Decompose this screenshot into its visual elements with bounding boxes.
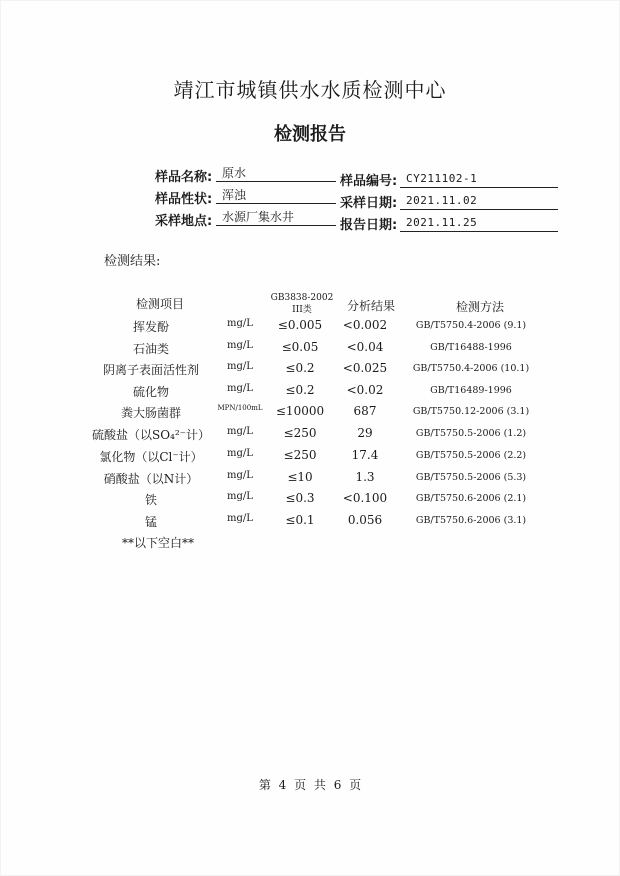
blank-note: **以下空白** [122, 536, 195, 550]
row-result: 687 [353, 404, 377, 418]
row-item-name: 铁 [144, 493, 157, 507]
results-label: 检测结果: [104, 254, 161, 269]
row-item-name: 硫酸盐（以SO₄²⁻计） [91, 428, 210, 442]
column-header-result: 分析结果 [346, 299, 395, 313]
row-item-name: 挥发酚 [132, 320, 169, 334]
row-method: GB/T5750.6-2006 (2.1) [415, 493, 527, 504]
row-unit: mg/L [227, 513, 253, 524]
sample-code-value: CY211102-1 [400, 172, 558, 188]
sampling-location-label: 采样地点: [155, 214, 213, 229]
row-item-name: 阴离子表面活性剂 [102, 363, 199, 377]
row-unit: mg/L [227, 426, 253, 437]
row-item-name: 锰 [144, 515, 157, 529]
sample-name-value: 原水 [216, 166, 336, 182]
row-method: GB/T5750.4-2006 (10.1) [412, 363, 530, 374]
report-date-label: 报告日期: [340, 218, 398, 233]
sampling-date-value: 2021.11.02 [400, 194, 558, 210]
row-method: GB/T16488-1996 [430, 342, 512, 353]
row-standard-limit: ≤0.2 [285, 361, 315, 375]
sample-property-label: 样品性状: [155, 192, 213, 207]
column-header-item: 检测项目 [135, 297, 184, 311]
row-item-name: 硝酸盐（以N计） [103, 472, 199, 486]
row-result: 1.3 [355, 470, 375, 484]
row-unit: mg/L [227, 340, 253, 351]
column-header-method: 检测方法 [455, 300, 504, 314]
row-standard-limit: ≤0.05 [281, 340, 319, 354]
row-standard-limit: ≤0.005 [277, 318, 323, 332]
row-result: <0.100 [342, 491, 388, 505]
report-date-value: 2021.11.25 [400, 216, 558, 232]
row-standard-limit: ≤10 [287, 470, 313, 484]
row-unit: mg/L [227, 361, 253, 372]
row-standard-limit: ≤250 [283, 426, 317, 440]
row-result: <0.025 [342, 361, 388, 375]
row-method: GB/T5750.6-2006 (3.1) [415, 515, 527, 526]
row-method: GB/T5750.5-2006 (5.3) [415, 472, 527, 483]
row-unit: mg/L [227, 470, 253, 481]
column-header-standard-line1: GB3838-2002 [270, 293, 334, 303]
row-standard-limit: ≤0.1 [285, 513, 315, 527]
row-method: GB/T16489-1996 [430, 385, 512, 396]
row-standard-limit: ≤250 [283, 448, 317, 462]
row-item-name: 硫化物 [132, 385, 169, 399]
row-result: 29 [357, 426, 373, 440]
row-method: GB/T5750.5-2006 (1.2) [415, 428, 527, 439]
sample-name-label: 样品名称: [155, 170, 213, 185]
sample-code-label: 样品编号: [340, 174, 398, 189]
sampling-date-label: 采样日期: [340, 196, 398, 211]
page-footer: 第 4 页 共 6 页 [258, 778, 362, 792]
row-method: GB/T5750.4-2006 (9.1) [415, 320, 527, 331]
column-header-standard-line2: III类 [292, 305, 312, 315]
report-title: 检测报告 [274, 124, 346, 145]
row-unit: mg/L [227, 318, 253, 329]
row-result: <0.02 [346, 383, 384, 397]
row-result: <0.002 [342, 318, 388, 332]
organization-title: 靖江市城镇供水水质检测中心 [173, 78, 447, 102]
row-result: 0.056 [347, 513, 383, 527]
row-standard-limit: ≤0.3 [285, 491, 315, 505]
row-unit: mg/L [227, 448, 253, 459]
sample-property-value: 浑浊 [216, 188, 336, 204]
row-unit: MPN/100mL [217, 404, 263, 412]
row-standard-limit: ≤0.2 [285, 383, 315, 397]
row-item-name: 粪大肠菌群 [120, 406, 181, 420]
row-unit: mg/L [227, 491, 253, 502]
sampling-location-value: 水源厂集水井 [216, 210, 336, 226]
row-result: 17.4 [351, 448, 379, 462]
row-result: <0.04 [346, 340, 384, 354]
row-unit: mg/L [227, 383, 253, 394]
row-standard-limit: ≤10000 [275, 404, 325, 418]
row-item-name: 氯化物（以Cl⁻计） [99, 450, 203, 464]
row-item-name: 石油类 [132, 342, 169, 356]
row-method: GB/T5750.5-2006 (2.2) [415, 450, 527, 461]
row-method: GB/T5750.12-2006 (3.1) [412, 406, 530, 417]
